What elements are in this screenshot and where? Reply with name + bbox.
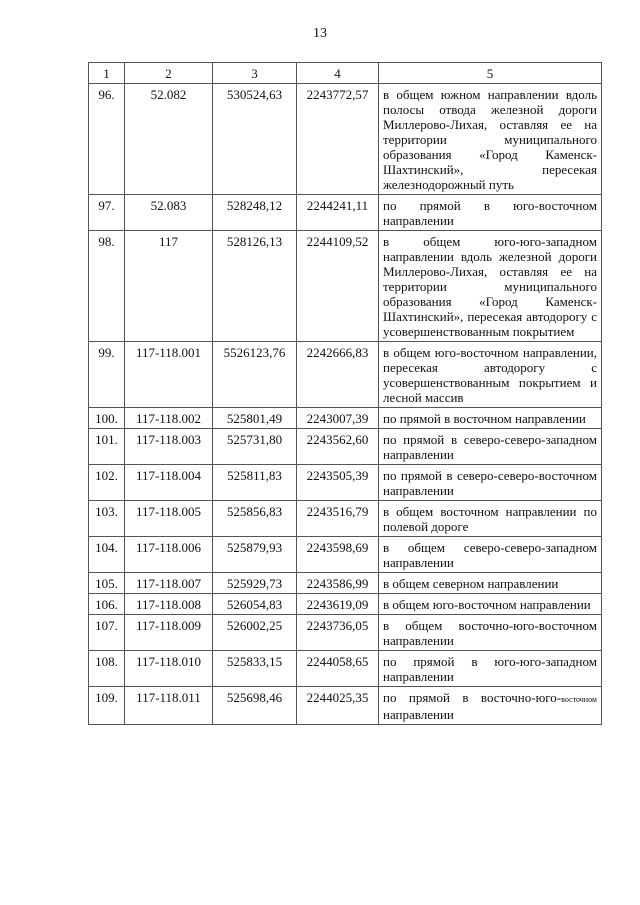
- column-header: 3: [213, 63, 297, 84]
- boundary-description: по прямой в восточном направлении: [379, 408, 602, 429]
- boundary-description: в общем южном направлении вдоль полосы отвода железной дороги Миллерово-Лихая, оставляя ее на территории муниципального образования «Город Каменск-Шахтинский», пересекая железнодорожный путь: [379, 84, 602, 195]
- column-header: 2: [125, 63, 213, 84]
- boundary-description-table: [88, 62, 602, 725]
- table-row: [89, 429, 602, 465]
- boundary-description: в общем северном направлении: [379, 573, 602, 594]
- point-number: 117: [125, 231, 213, 342]
- point-number: 117-118.002: [125, 408, 213, 429]
- table-row: [89, 651, 602, 687]
- point-number: 117-118.007: [125, 573, 213, 594]
- table-header-row: [89, 63, 602, 84]
- boundary-description: в общем восточно-юго-восточном направлении: [379, 615, 602, 651]
- table-row: [89, 342, 602, 408]
- y-coordinate: 2243598,69: [297, 537, 379, 573]
- table-row: [89, 594, 602, 615]
- boundary-description: по прямой в юго-юго-западном направлении: [379, 651, 602, 687]
- row-number: 98.: [89, 231, 125, 342]
- x-coordinate: 525879,93: [213, 537, 297, 573]
- row-number: 96.: [89, 84, 125, 195]
- boundary-description: в общем юго-восточном направлении: [379, 594, 602, 615]
- y-coordinate: 2243619,09: [297, 594, 379, 615]
- point-number: 117-118.003: [125, 429, 213, 465]
- y-coordinate: 2243505,39: [297, 465, 379, 501]
- y-coordinate: 2244241,11: [297, 195, 379, 231]
- row-number: 107.: [89, 615, 125, 651]
- boundary-description: в общем северо-северо-западном направлении: [379, 537, 602, 573]
- y-coordinate: 2243562,60: [297, 429, 379, 465]
- table-row: [89, 573, 602, 594]
- boundary-description: в общем юго-восточном направлении, пересекая автодорогу с усовершенствованным покрытием и лесной массив: [379, 342, 602, 408]
- x-coordinate: 528248,12: [213, 195, 297, 231]
- point-number: 52.082: [125, 84, 213, 195]
- row-number: 100.: [89, 408, 125, 429]
- x-coordinate: 525801,49: [213, 408, 297, 429]
- y-coordinate: 2244025,35: [297, 687, 379, 725]
- y-coordinate: 2242666,83: [297, 342, 379, 408]
- column-header: 5: [379, 63, 602, 84]
- point-number: 117-118.008: [125, 594, 213, 615]
- table-row: [89, 195, 602, 231]
- boundary-description: по прямой в северо-северо-восточном направлении: [379, 465, 602, 501]
- point-number: 117-118.009: [125, 615, 213, 651]
- row-number: 102.: [89, 465, 125, 501]
- description-main-text: по прямой в восточно-юго-: [383, 690, 562, 705]
- boundary-description: в общем восточном направлении по полевой дороге: [379, 501, 602, 537]
- table-row: [89, 501, 602, 537]
- row-number: 105.: [89, 573, 125, 594]
- column-header: 4: [297, 63, 379, 84]
- x-coordinate: 525833,15: [213, 651, 297, 687]
- column-header: 1: [89, 63, 125, 84]
- row-number: 99.: [89, 342, 125, 408]
- table-row: [89, 408, 602, 429]
- row-number: 103.: [89, 501, 125, 537]
- boundary-description: по прямой в северо-северо-западном направлении: [379, 429, 602, 465]
- x-coordinate: 526054,83: [213, 594, 297, 615]
- point-number: 117-118.010: [125, 651, 213, 687]
- description-small-text: восточном: [561, 695, 597, 704]
- x-coordinate: 526002,25: [213, 615, 297, 651]
- row-number: 108.: [89, 651, 125, 687]
- x-coordinate: 5526123,76: [213, 342, 297, 408]
- row-number: 106.: [89, 594, 125, 615]
- boundary-description: по прямой в юго-восточном направлении: [379, 195, 602, 231]
- y-coordinate: 2243772,57: [297, 84, 379, 195]
- y-coordinate: 2243516,79: [297, 501, 379, 537]
- table-row: [89, 465, 602, 501]
- table-row: [89, 687, 602, 725]
- x-coordinate: 525698,46: [213, 687, 297, 725]
- row-number: 109.: [89, 687, 125, 725]
- point-number: 117-118.004: [125, 465, 213, 501]
- table-row: [89, 84, 602, 195]
- y-coordinate: 2243007,39: [297, 408, 379, 429]
- description-tail-text: направлении: [383, 707, 454, 722]
- y-coordinate: 2243736,05: [297, 615, 379, 651]
- y-coordinate: 2244109,52: [297, 231, 379, 342]
- boundary-description: в общем юго-юго-западном направлении вдоль железной дороги Миллерово-Лихая, оставляя ее на территории муниципального образования «Город Каменск-Шахтинский», пересекая автодорогу с усовершенствованным покрытием: [379, 231, 602, 342]
- point-number: 117-118.006: [125, 537, 213, 573]
- table-row: [89, 615, 602, 651]
- x-coordinate: 525731,80: [213, 429, 297, 465]
- row-number: 104.: [89, 537, 125, 573]
- row-number: 101.: [89, 429, 125, 465]
- point-number: 117-118.001: [125, 342, 213, 408]
- x-coordinate: 528126,13: [213, 231, 297, 342]
- table-row: [89, 537, 602, 573]
- table-row: [89, 231, 602, 342]
- point-number: 117-118.011: [125, 687, 213, 725]
- point-number: 52.083: [125, 195, 213, 231]
- x-coordinate: 530524,63: [213, 84, 297, 195]
- page-number: 13: [313, 26, 327, 41]
- boundary-description: [379, 687, 602, 725]
- row-number: 97.: [89, 195, 125, 231]
- x-coordinate: 525811,83: [213, 465, 297, 501]
- x-coordinate: 525929,73: [213, 573, 297, 594]
- x-coordinate: 525856,83: [213, 501, 297, 537]
- y-coordinate: 2244058,65: [297, 651, 379, 687]
- point-number: 117-118.005: [125, 501, 213, 537]
- y-coordinate: 2243586,99: [297, 573, 379, 594]
